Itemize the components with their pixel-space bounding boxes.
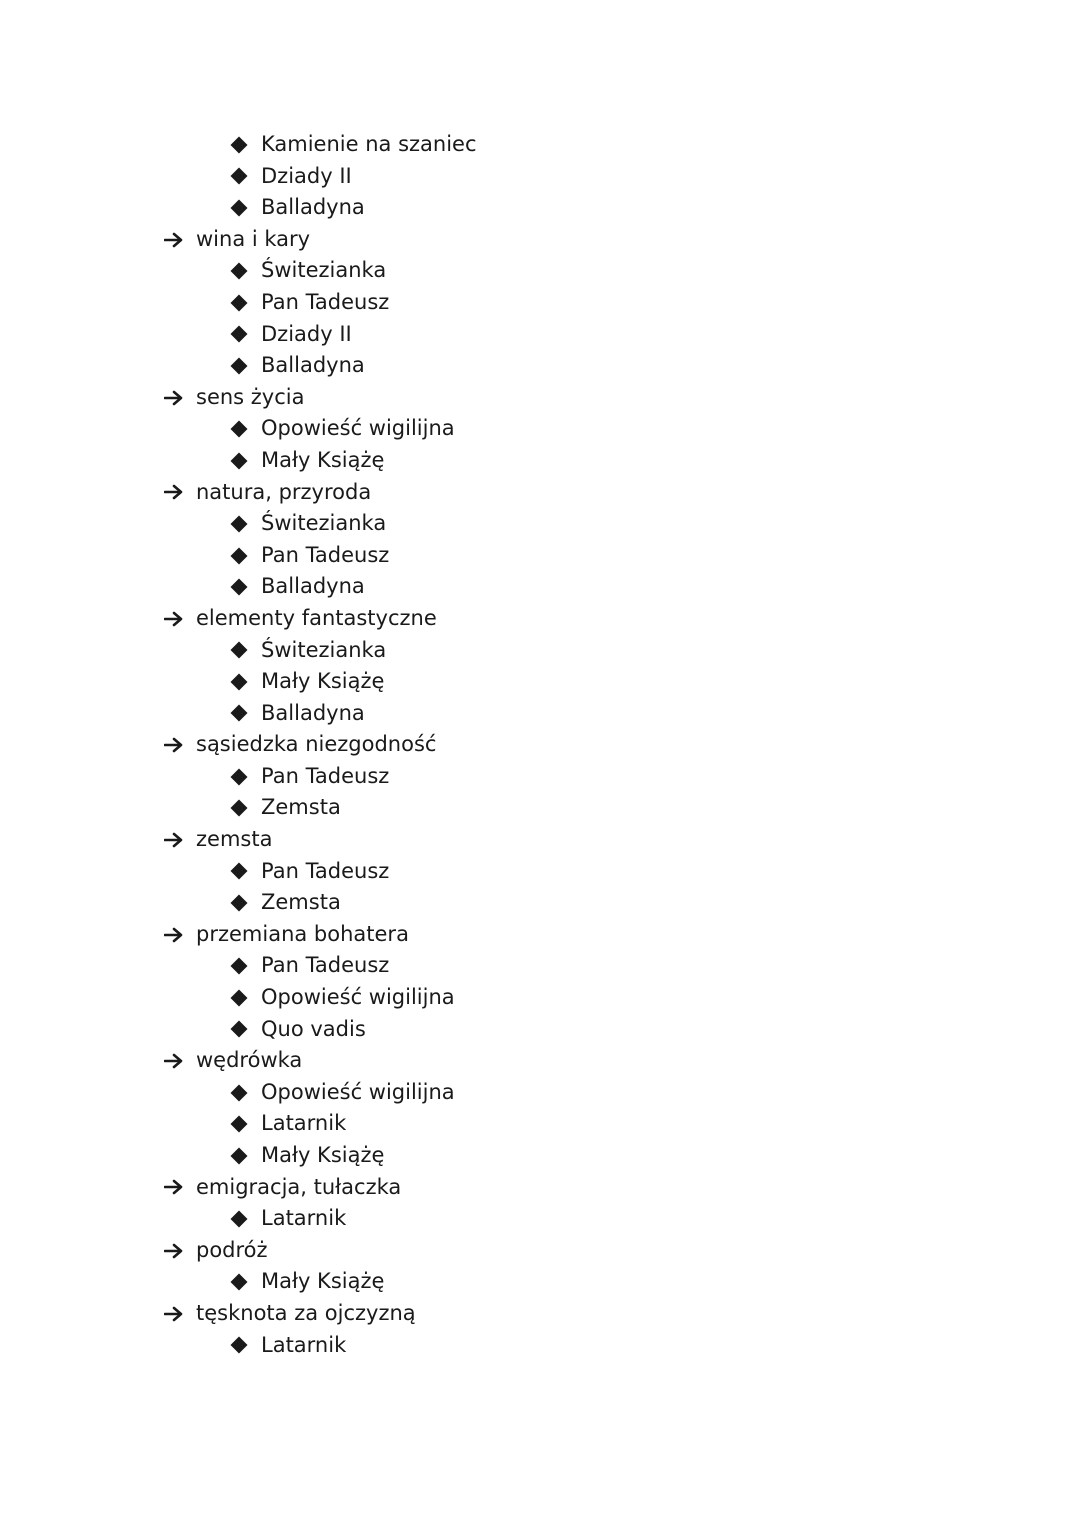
outline-list xyxy=(0,129,1080,1361)
work-title: Opowieść wigilijna xyxy=(261,416,455,441)
topic-item xyxy=(0,382,1080,414)
diamond-bullet-icon xyxy=(228,1140,250,1172)
diamond-bullet-icon xyxy=(228,287,250,319)
diamond-bullet-icon xyxy=(228,635,250,667)
work-item xyxy=(0,1108,1080,1140)
diamond-bullet-icon xyxy=(228,982,250,1014)
work-title: Świtezianka xyxy=(261,511,387,536)
diamond-bullet-icon xyxy=(228,1330,250,1362)
topic-label: emigracja, tułaczka xyxy=(196,1174,402,1199)
work-title: Dziady II xyxy=(261,321,352,346)
work-title: Zemsta xyxy=(261,795,341,820)
diamond-bullet-icon xyxy=(228,161,250,193)
work-item xyxy=(0,982,1080,1014)
work-title: Mały Książę xyxy=(261,1269,385,1294)
topic-label: sens życia xyxy=(196,384,305,409)
arrow-right-icon xyxy=(162,919,186,951)
diamond-bullet-icon xyxy=(228,950,250,982)
work-title: Opowieść wigilijna xyxy=(261,1079,455,1104)
work-item xyxy=(0,1266,1080,1298)
work-item xyxy=(0,761,1080,793)
topic-label: przemiana bohatera xyxy=(196,921,409,946)
work-title: Świtezianka xyxy=(261,258,387,283)
diamond-bullet-icon xyxy=(228,1108,250,1140)
work-item xyxy=(0,887,1080,919)
topic-label: wina i kary xyxy=(196,226,311,251)
arrow-right-icon xyxy=(162,382,186,414)
topic-item xyxy=(0,1172,1080,1204)
work-title: Kamienie na szaniec xyxy=(261,132,477,156)
work-title: Balladyna xyxy=(261,195,365,220)
diamond-bullet-icon xyxy=(228,698,250,730)
arrow-right-icon xyxy=(162,824,186,856)
work-item xyxy=(0,950,1080,982)
work-title: Opowieść wigilijna xyxy=(261,985,455,1010)
work-item xyxy=(0,635,1080,667)
work-title: Balladyna xyxy=(261,574,365,599)
topic-label: zemsta xyxy=(196,827,273,852)
work-item xyxy=(0,1077,1080,1109)
arrow-right-icon xyxy=(162,1298,186,1330)
work-title: Pan Tadeusz xyxy=(261,858,390,883)
work-title: Latarnik xyxy=(261,1332,347,1357)
work-item xyxy=(0,413,1080,445)
diamond-bullet-icon xyxy=(228,1203,250,1235)
diamond-bullet-icon xyxy=(228,129,250,161)
diamond-bullet-icon xyxy=(228,1014,250,1046)
topic-item xyxy=(0,603,1080,635)
work-title: Pan Tadeusz xyxy=(261,953,390,978)
work-title: Pan Tadeusz xyxy=(261,289,390,314)
work-item xyxy=(0,445,1080,477)
diamond-bullet-icon xyxy=(228,540,250,572)
work-item xyxy=(0,129,1080,161)
topic-item xyxy=(0,1235,1080,1267)
work-title: Latarnik xyxy=(261,1111,347,1136)
work-item xyxy=(0,1014,1080,1046)
work-item xyxy=(0,1203,1080,1235)
work-title: Balladyna xyxy=(261,700,365,725)
work-item xyxy=(0,161,1080,193)
diamond-bullet-icon xyxy=(228,856,250,888)
work-title: Pan Tadeusz xyxy=(261,763,390,788)
diamond-bullet-icon xyxy=(228,761,250,793)
topic-label: tęsknota za ojczyzną xyxy=(196,1300,416,1325)
topic-item xyxy=(0,1045,1080,1077)
work-item xyxy=(0,792,1080,824)
work-item xyxy=(0,1330,1080,1362)
work-item xyxy=(0,508,1080,540)
diamond-bullet-icon xyxy=(228,571,250,603)
work-title: Mały Książę xyxy=(261,1143,385,1167)
diamond-bullet-icon xyxy=(228,887,250,919)
diamond-bullet-icon xyxy=(228,1266,250,1298)
topic-item xyxy=(0,477,1080,509)
diamond-bullet-icon xyxy=(228,1077,250,1109)
topic-item xyxy=(0,729,1080,761)
diamond-bullet-icon xyxy=(228,319,250,351)
diamond-bullet-icon xyxy=(228,192,250,224)
topic-item xyxy=(0,224,1080,256)
work-item xyxy=(0,350,1080,382)
work-item xyxy=(0,571,1080,603)
diamond-bullet-icon xyxy=(228,413,250,445)
topic-label: wędrówka xyxy=(196,1048,303,1073)
work-item xyxy=(0,540,1080,572)
topic-item xyxy=(0,824,1080,856)
arrow-right-icon xyxy=(162,1172,186,1204)
diamond-bullet-icon xyxy=(228,445,250,477)
work-item xyxy=(0,192,1080,224)
work-title: Świtezianka xyxy=(261,637,387,662)
work-item xyxy=(0,319,1080,351)
topic-label: podróż xyxy=(196,1237,268,1262)
diamond-bullet-icon xyxy=(228,508,250,540)
arrow-right-icon xyxy=(162,729,186,761)
work-item xyxy=(0,666,1080,698)
work-title: Mały Książę xyxy=(261,669,385,694)
arrow-right-icon xyxy=(162,1045,186,1077)
topic-label: elementy fantastyczne xyxy=(196,605,437,630)
work-title: Latarnik xyxy=(261,1206,347,1231)
work-title: Pan Tadeusz xyxy=(261,542,390,567)
work-item xyxy=(0,698,1080,730)
work-item xyxy=(0,255,1080,287)
work-title: Quo vadis xyxy=(261,1016,366,1041)
work-item xyxy=(0,856,1080,888)
diamond-bullet-icon xyxy=(228,350,250,382)
work-title: Mały Książę xyxy=(261,447,385,472)
work-title: Zemsta xyxy=(261,890,341,915)
topic-label: natura, przyroda xyxy=(196,479,372,504)
diamond-bullet-icon xyxy=(228,255,250,287)
topic-label: sąsiedzka niezgodność xyxy=(196,732,437,757)
diamond-bullet-icon xyxy=(228,792,250,824)
topic-item xyxy=(0,1298,1080,1330)
work-title: Balladyna xyxy=(261,353,365,378)
diamond-bullet-icon xyxy=(228,666,250,698)
work-item xyxy=(0,1140,1080,1172)
work-title: Dziady II xyxy=(261,163,352,188)
arrow-right-icon xyxy=(162,1235,186,1267)
work-item xyxy=(0,287,1080,319)
arrow-right-icon xyxy=(162,603,186,635)
arrow-right-icon xyxy=(162,224,186,256)
topic-item xyxy=(0,919,1080,951)
arrow-right-icon xyxy=(162,477,186,509)
